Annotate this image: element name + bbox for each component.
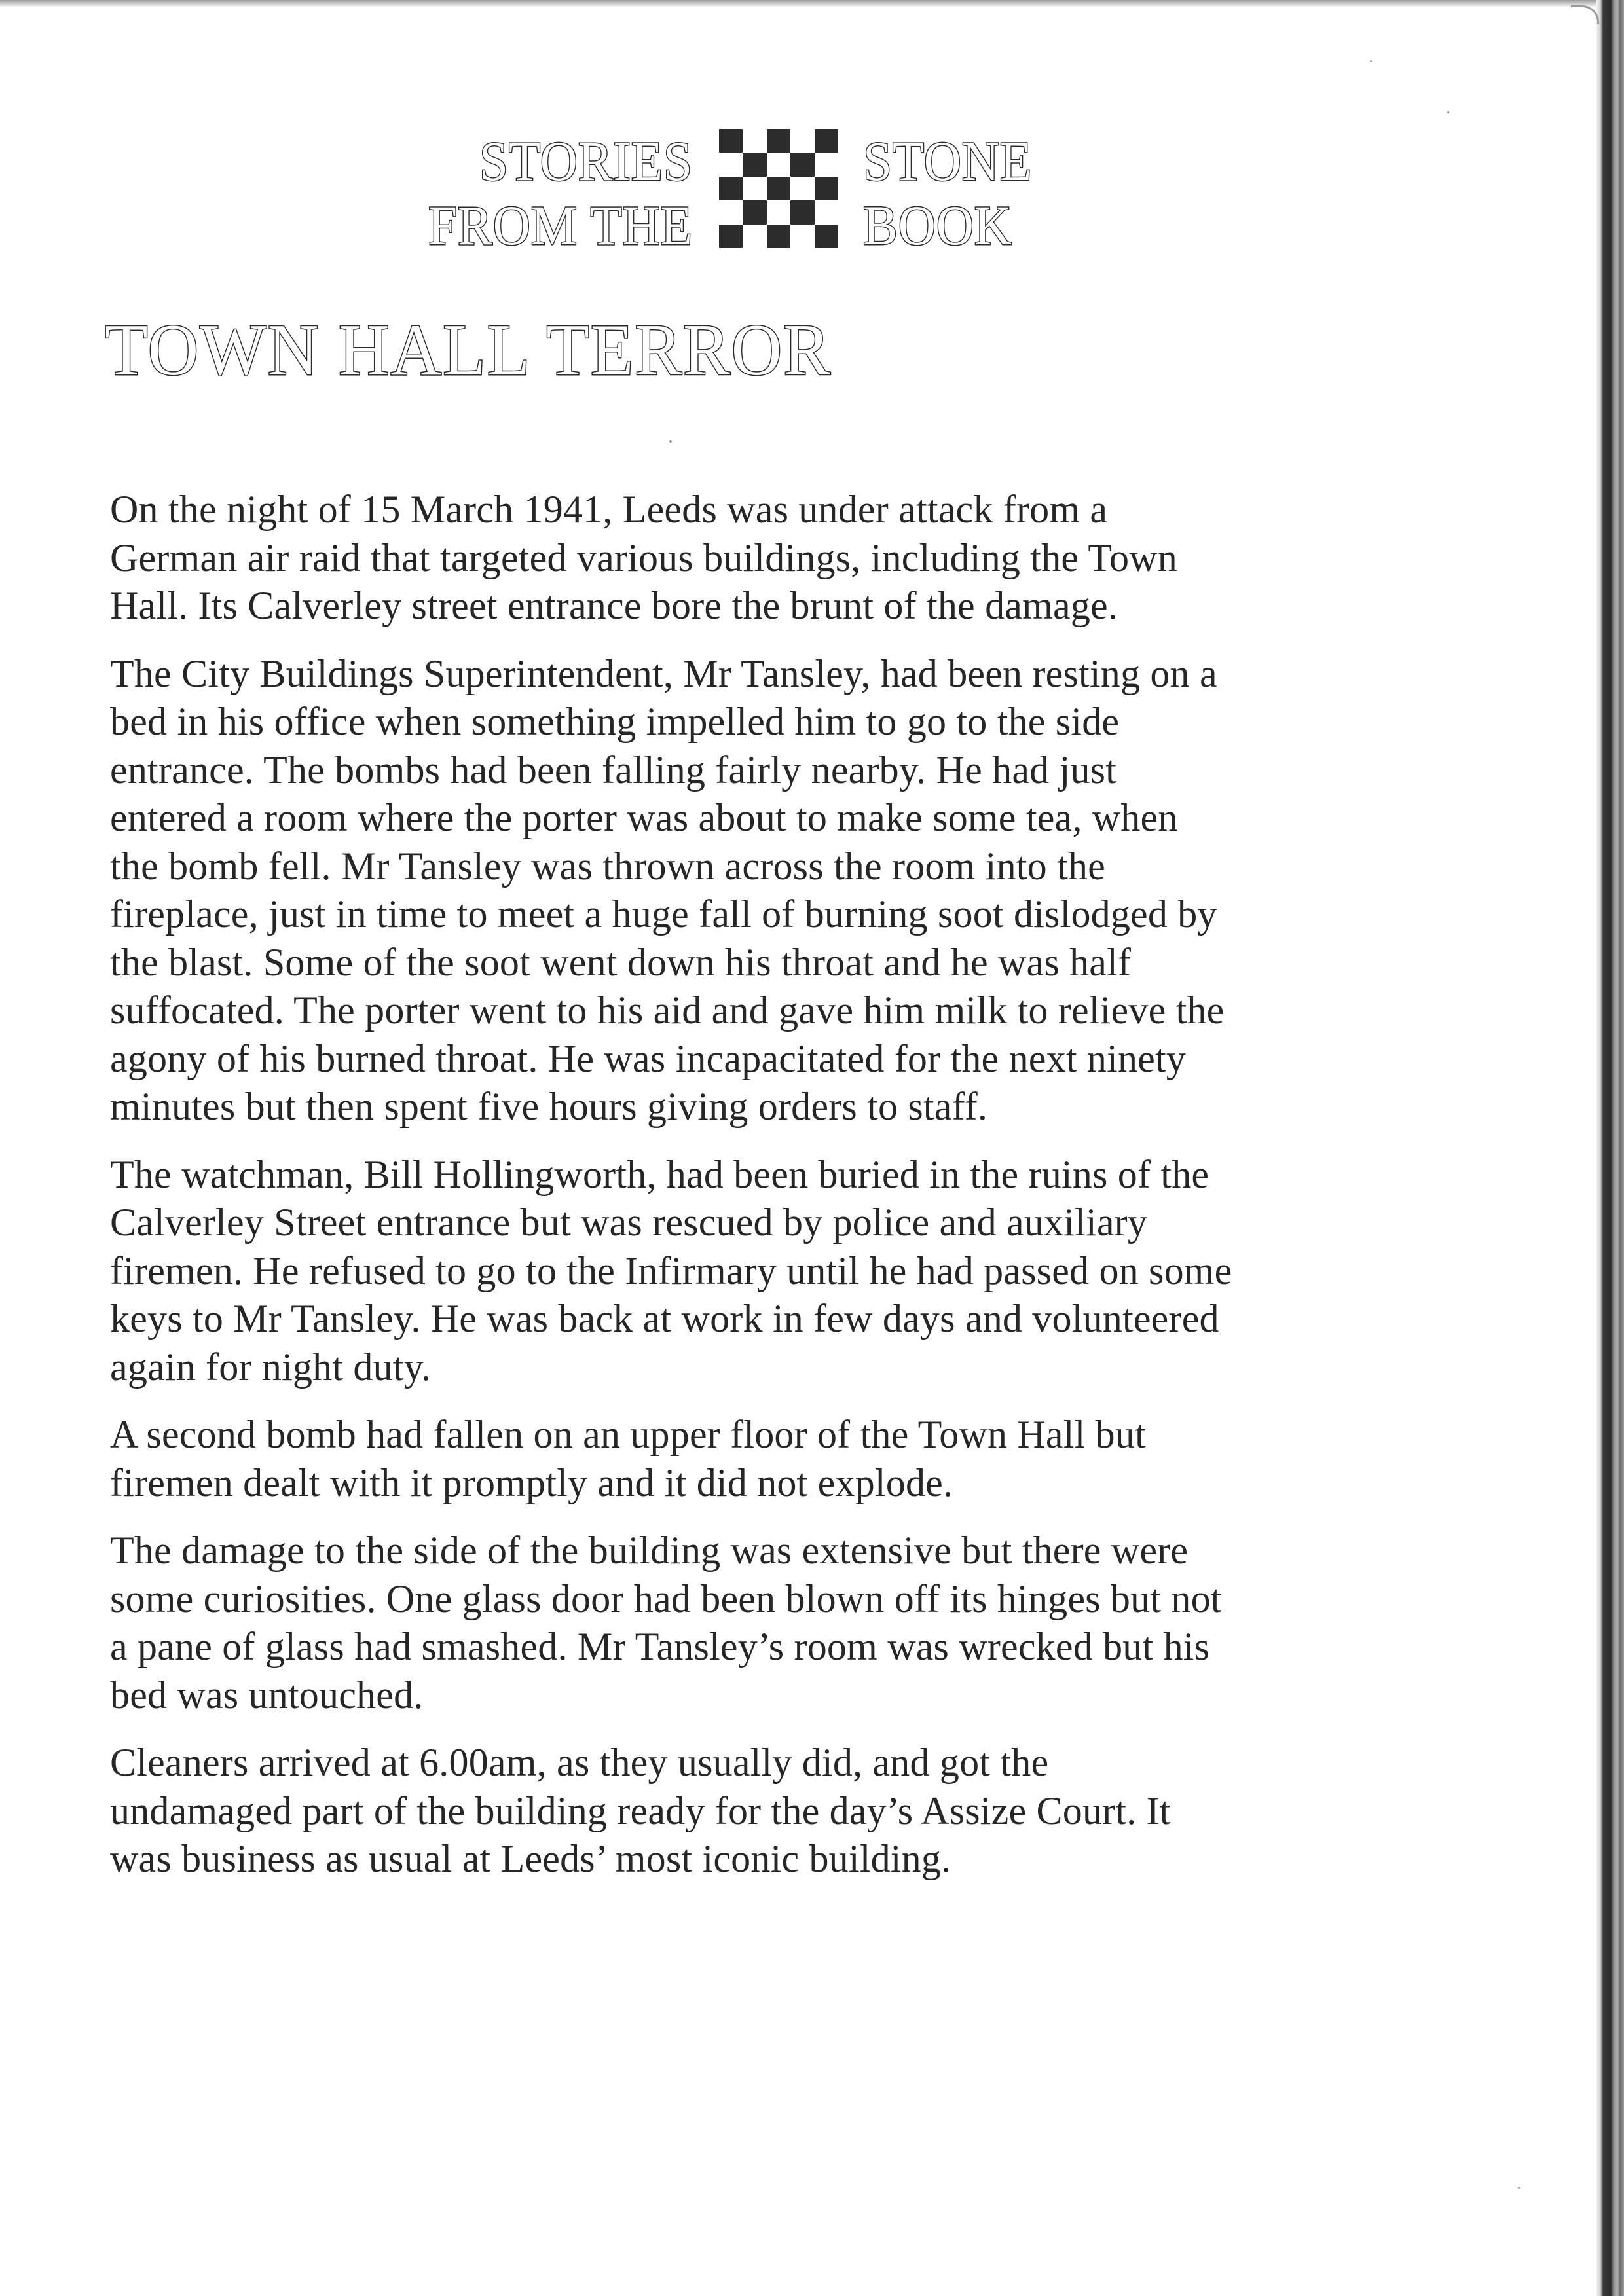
text-line: bed in his office when something impelled him to go to the side bbox=[110, 700, 1120, 743]
text-line: the blast. Some of the soot went down his throat and he was half bbox=[110, 940, 1132, 984]
checker-square-empty bbox=[790, 177, 814, 200]
text-line: was business as usual at Leeds’ most iconic building. bbox=[110, 1837, 951, 1880]
checker-square-filled bbox=[743, 153, 766, 176]
checker-square-filled bbox=[719, 177, 743, 200]
checker-square-empty bbox=[767, 200, 790, 224]
checker-square-filled bbox=[790, 153, 814, 176]
checker-square-filled bbox=[719, 129, 743, 153]
checker-square-empty bbox=[767, 153, 790, 176]
scan-speck bbox=[669, 440, 672, 443]
checker-square-filled bbox=[815, 177, 838, 200]
text-line: The City Buildings Superintendent, Mr Tansley, had been resting on a bbox=[110, 651, 1217, 695]
article-title: TOWN HALL TERROR bbox=[105, 310, 832, 391]
logo-line-stone: STONE bbox=[863, 130, 1033, 192]
checker-square-empty bbox=[743, 129, 766, 153]
logo-line-book: BOOK bbox=[863, 194, 1012, 257]
checker-square-empty bbox=[719, 200, 743, 224]
paragraph bbox=[110, 1151, 1472, 1392]
text-line: bed was untouched. bbox=[110, 1673, 424, 1717]
text-line: undamaged part of the building ready for the day’s Assize Court. It bbox=[110, 1789, 1171, 1832]
paragraph bbox=[110, 486, 1472, 630]
article-body bbox=[110, 486, 1472, 1903]
checker-square-filled bbox=[767, 225, 790, 248]
paragraph bbox=[110, 1739, 1472, 1884]
checker-square-empty bbox=[719, 153, 743, 176]
logo-right-text bbox=[863, 129, 1047, 257]
paragraph bbox=[110, 1411, 1472, 1507]
checker-square-filled bbox=[767, 177, 790, 200]
text-line: agony of his burned throat. He was incapacitated for the next ninety bbox=[110, 1036, 1187, 1080]
checker-square-filled bbox=[815, 225, 838, 248]
scan-right-frame-edge bbox=[1596, 0, 1624, 2296]
text-line: fireplace, just in time to meet a huge fall of burning soot dislodged by bbox=[110, 892, 1217, 936]
checker-square-empty bbox=[743, 177, 766, 200]
checker-square-empty bbox=[790, 129, 814, 153]
text-line: German air raid that targeted various buildings, including the Town bbox=[110, 536, 1177, 579]
checker-square-empty bbox=[815, 153, 838, 176]
text-line: the bomb fell. Mr Tansley was thrown across the room into the bbox=[110, 844, 1105, 888]
checker-square-filled bbox=[743, 200, 766, 224]
checker-square-filled bbox=[790, 200, 814, 224]
scan-speck bbox=[1447, 111, 1449, 113]
text-line: On the night of 15 March 1941, Leeds was under attack from a bbox=[110, 488, 1108, 531]
text-line: entrance. The bombs had been falling fairly nearby. He had just bbox=[110, 748, 1117, 792]
text-line: entered a room where the porter was about to make some tea, when bbox=[110, 796, 1178, 839]
text-line: suffocated. The porter went to his aid and gave him milk to relieve the bbox=[110, 989, 1225, 1032]
text-line: Hall. Its Calverley street entrance bore the brunt of the damage. bbox=[110, 584, 1118, 627]
checkerboard-icon bbox=[719, 129, 838, 248]
text-line: The watchman, Bill Hollingworth, had been buried in the ruins of the bbox=[110, 1152, 1209, 1196]
logo-line-stories: STORIES bbox=[479, 130, 693, 192]
checker-square-filled bbox=[815, 129, 838, 153]
scan-speck bbox=[1518, 2187, 1520, 2189]
text-line: keys to Mr Tansley. He was back at work in few days and volunteered bbox=[110, 1297, 1219, 1340]
text-line: Calverley Street entrance but was rescued by police and auxiliary bbox=[110, 1201, 1148, 1244]
text-line: some curiosities. One glass door had been blown off its hinges but not bbox=[110, 1576, 1222, 1620]
stories-from-the-stone-book-logo bbox=[0, 121, 1624, 257]
logo-line-from-the: FROM THE bbox=[428, 194, 693, 257]
logo-left-text bbox=[405, 129, 693, 257]
checker-square-filled bbox=[719, 225, 743, 248]
scan-speck bbox=[1370, 60, 1372, 62]
text-line: A second bomb had fallen on an upper floor of the Town Hall but bbox=[110, 1413, 1146, 1456]
text-line: minutes but then spent five hours giving orders to staff. bbox=[110, 1085, 988, 1128]
checker-square-empty bbox=[743, 225, 766, 248]
paragraph bbox=[110, 650, 1472, 1131]
scan-frame-corner bbox=[1571, 5, 1599, 24]
text-line: Cleaners arrived at 6.00am, as they usually did, and got the bbox=[110, 1741, 1049, 1784]
text-line: firemen dealt with it promptly and it did not explode. bbox=[110, 1461, 953, 1504]
text-line: The damage to the side of the building was extensive but there were bbox=[110, 1529, 1189, 1572]
checker-square-empty bbox=[790, 225, 814, 248]
text-line: again for night duty. bbox=[110, 1345, 432, 1389]
text-line: firemen. He refused to go to the Infirmary until he had passed on some bbox=[110, 1248, 1232, 1292]
paragraph bbox=[110, 1527, 1472, 1719]
checker-square-filled bbox=[767, 129, 790, 153]
text-line: a pane of glass had smashed. Mr Tansley’s room was wrecked but his bbox=[110, 1625, 1210, 1668]
scan-top-edge bbox=[0, 0, 1624, 7]
checker-square-empty bbox=[815, 200, 838, 224]
